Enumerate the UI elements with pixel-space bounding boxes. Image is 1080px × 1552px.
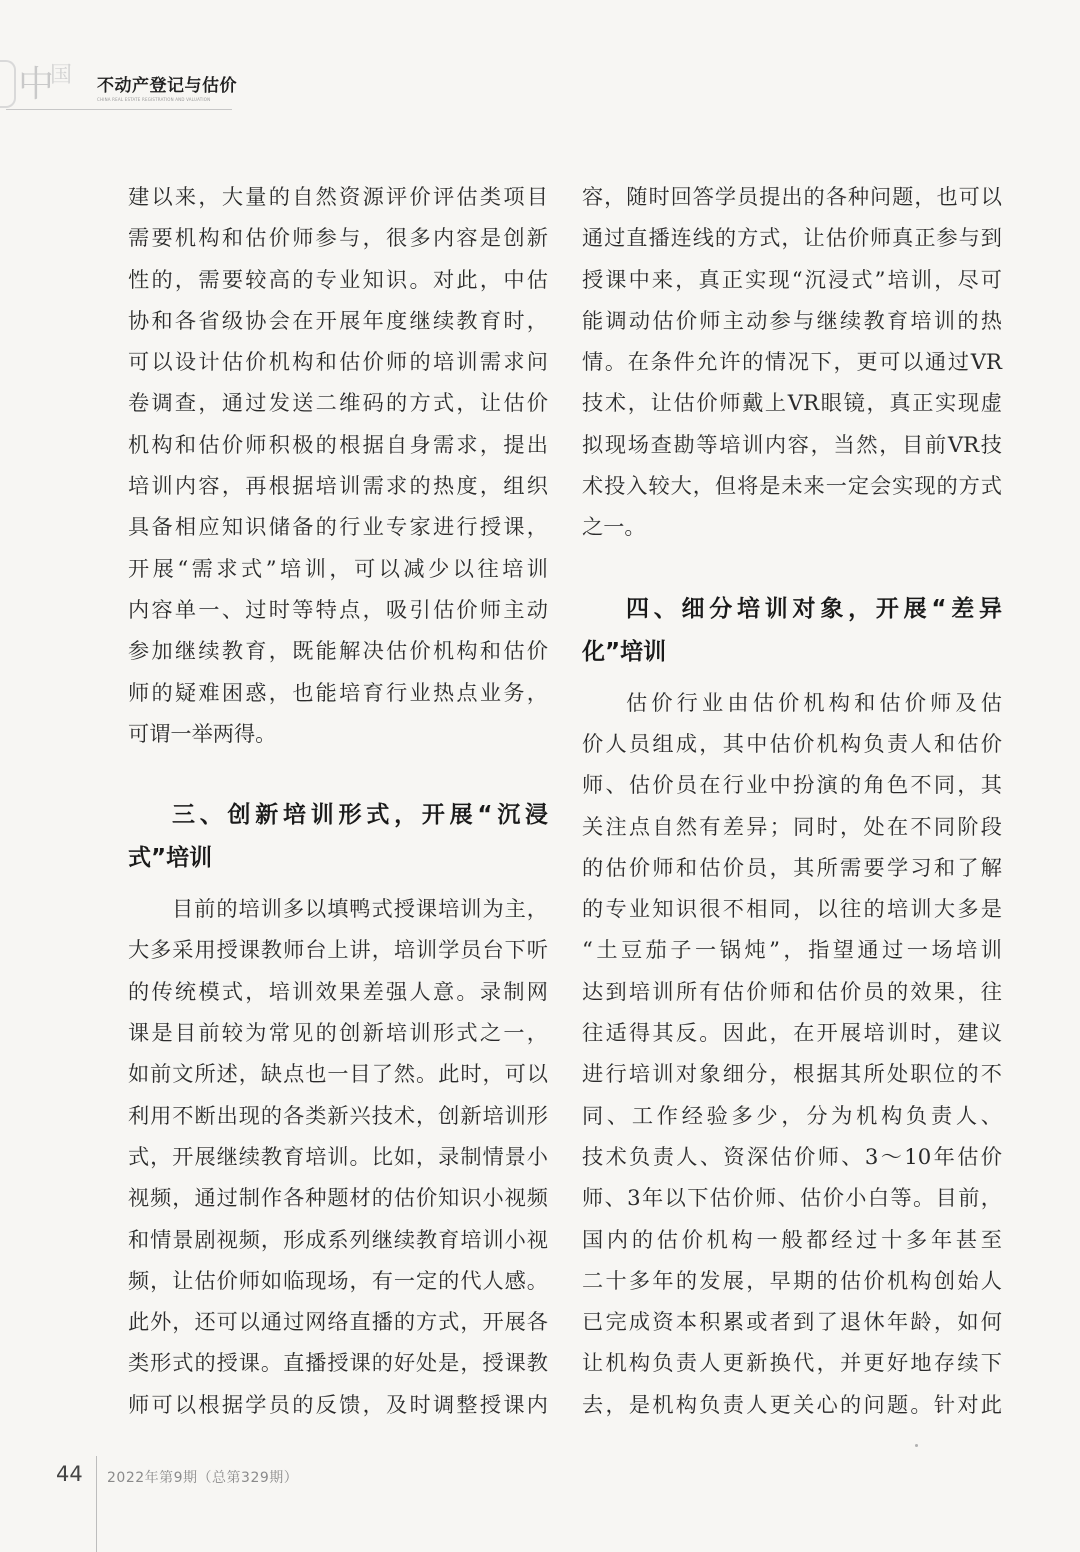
text-line: 师、估价员在行业中扮演的角色不同，其 bbox=[582, 772, 1002, 798]
journal-subtitle: CHINA REAL ESTATE REGISTRATION AND VALUATION bbox=[97, 97, 211, 102]
section-heading-4 bbox=[582, 588, 1002, 674]
section-heading-3 bbox=[128, 794, 548, 880]
text-line: 内容单一、过时等特点，吸引估价师主动 bbox=[128, 596, 548, 622]
text-line: 达到培训所有估价师和估价员的效果，往 bbox=[582, 978, 1002, 1004]
journal-logo bbox=[14, 56, 76, 108]
svg-text:中: 中 bbox=[18, 64, 55, 105]
text-line: 目前的培训多以填鸭式授课培训为主， bbox=[172, 896, 548, 922]
text-line: 通过直播连线的方式，让估价师真正参与到 bbox=[582, 225, 1002, 251]
text-line: 师的疑难困惑，也能培育行业热点业务， bbox=[128, 679, 548, 705]
text-line: 如前文所述，缺点也一目了然。此时，可以 bbox=[128, 1061, 548, 1087]
text-line: 之一。 bbox=[582, 514, 646, 540]
text-line: 情。在条件允许的情况下，更可以通过VR bbox=[582, 349, 1002, 375]
text-line: 可谓一举两得。 bbox=[128, 720, 277, 746]
issue-info: 2022年第9期（总第329期） bbox=[107, 1470, 299, 1486]
text-line: 估价行业由估价机构和估价师及估 bbox=[626, 689, 1002, 715]
header-rule bbox=[6, 109, 232, 110]
text-line: 师可以根据学员的反馈，及时调整授课内 bbox=[128, 1391, 548, 1417]
text-line: 培训内容，再根据培训需求的热度，组织 bbox=[128, 473, 548, 499]
right-column bbox=[582, 176, 1002, 1425]
print-speck bbox=[915, 1444, 918, 1447]
text-line: 国内的估价机构一般都经过十多年甚至 bbox=[582, 1226, 1002, 1252]
text-line: 卷调查，通过发送二维码的方式，让估价 bbox=[128, 390, 548, 416]
text-line: 的专业知识很不相同，以往的培训大多是 bbox=[582, 896, 1002, 922]
text-line: 此外，还可以通过网络直播的方式，开展各 bbox=[128, 1309, 548, 1335]
text-line: 技术，让估价师戴上VR眼镜，真正实现虚 bbox=[582, 390, 1002, 416]
heading-line: 三、创新培训形式，开展“沉浸 bbox=[172, 802, 548, 829]
text-line: 建以来，大量的自然资源评价评估类项目 bbox=[128, 184, 548, 209]
text-line: 协和各省级协会在开展年度继续教育时， bbox=[128, 307, 548, 333]
text-line: “土豆茄子一锅炖”，指望通过一场培训 bbox=[582, 937, 1002, 963]
journal-header bbox=[0, 52, 240, 114]
text-line: 术投入较大，但将是未来一定会实现的方式 bbox=[582, 473, 1002, 499]
text-line: 的传统模式，培训效果差强人意。录制网 bbox=[128, 978, 548, 1004]
text-line: 往适得其反。因此，在开展培训时，建议 bbox=[582, 1020, 1002, 1046]
text-line: 大多采用授课教师台上讲，培训学员台下听 bbox=[128, 937, 548, 963]
page-footer bbox=[0, 1456, 1080, 1552]
footer-rule bbox=[96, 1456, 97, 1552]
journal-name: 不动产登记与估价 bbox=[97, 76, 237, 96]
left-column bbox=[128, 176, 548, 1425]
text-line: 授课中来，真正实现“沉浸式”培训，尽可 bbox=[582, 266, 1002, 292]
svg-text:国: 国 bbox=[50, 63, 73, 88]
paragraph bbox=[128, 176, 548, 754]
text-line: 能调动估价师主动参与继续教育培训的热 bbox=[582, 307, 1002, 333]
text-line: 参加继续教育，既能解决估价机构和估价 bbox=[128, 638, 548, 664]
heading-line: 化”培训 bbox=[582, 638, 667, 665]
text-line: 课是目前较为常见的创新培训形式之一， bbox=[128, 1020, 548, 1046]
text-line: 技术负责人、资深估价师、3～10年估价 bbox=[582, 1143, 1002, 1169]
text-line: 同、工作经验多少，分为机构负责人、 bbox=[582, 1102, 1002, 1128]
text-line: 机构和估价师积极的根据自身需求，提出 bbox=[128, 431, 548, 457]
text-line: 价人员组成，其中估价机构负责人和估价 bbox=[582, 730, 1002, 756]
text-line: 开展“需求式”培训，可以减少以往培训 bbox=[128, 555, 548, 581]
text-line: 已完成资本积累或者到了退休年龄，如何 bbox=[582, 1309, 1002, 1335]
text-line: 性的，需要较高的专业知识。对此，中估 bbox=[128, 266, 548, 292]
heading-line: 四、细分培训对象，开展“差异 bbox=[626, 595, 1002, 622]
text-line: 类形式的授课。直播授课的好处是，授课教 bbox=[128, 1350, 548, 1376]
text-line: 容，随时回答学员提出的各种问题，也可以 bbox=[582, 184, 1002, 209]
text-line: 去，是机构负责人更关心的问题。针对此 bbox=[582, 1391, 1002, 1417]
text-line: 视频，通过制作各种题材的估价知识小视频 bbox=[128, 1185, 548, 1211]
heading-line: 式”培训 bbox=[128, 845, 213, 872]
text-line: 需要机构和估价师参与，很多内容是创新 bbox=[128, 225, 548, 251]
text-line: 式，开展继续教育培训。比如，录制情景小 bbox=[128, 1143, 548, 1169]
text-line: 可以设计估价机构和估价师的培训需求问 bbox=[128, 349, 548, 375]
text-line: 让机构负责人更新换代，并更好地存续下 bbox=[582, 1350, 1002, 1376]
text-line: 的估价师和估价员，其所需要学习和了解 bbox=[582, 854, 1002, 880]
paragraph bbox=[582, 682, 1002, 1425]
text-line: 师、3年以下估价师、估价小白等。目前， bbox=[582, 1185, 1002, 1211]
text-line: 进行培训对象细分，根据其所处职位的不 bbox=[582, 1061, 1002, 1087]
text-line: 和情景剧视频，形成系列继续教育培训小视 bbox=[128, 1226, 548, 1252]
paragraph bbox=[128, 888, 548, 1425]
text-line: 拟现场查勘等培训内容，当然，目前VR技 bbox=[582, 431, 1002, 457]
text-line: 二十多年的发展，早期的估价机构创始人 bbox=[582, 1267, 1002, 1293]
text-line: 频，让估价师如临现场，有一定的代人感。 bbox=[128, 1267, 548, 1293]
text-line: 具备相应知识储备的行业专家进行授课， bbox=[128, 514, 548, 540]
page-number: 44 bbox=[56, 1462, 83, 1486]
text-line: 利用不断出现的各类新兴技术，创新培训形 bbox=[128, 1102, 548, 1128]
text-line: 关注点自然有差异；同时，处在不同阶段 bbox=[582, 813, 1002, 839]
paragraph bbox=[582, 176, 1002, 548]
